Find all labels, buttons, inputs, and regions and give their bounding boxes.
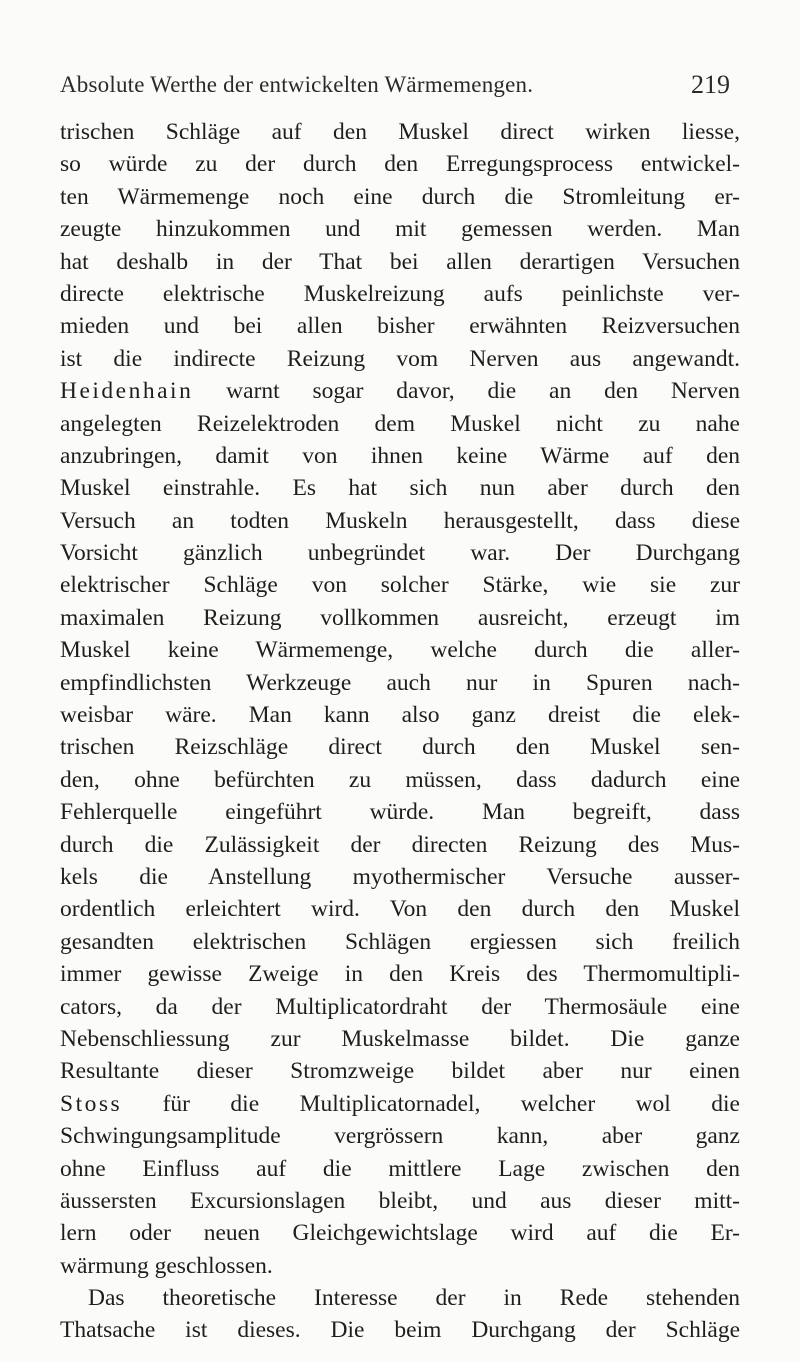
text-line: ten Wärmemenge noch eine durch die Stromleitung er-: [60, 183, 740, 210]
text-line: kels die Anstellung myothermischer Versuche ausser-: [60, 863, 740, 890]
author-name: Heidenhain: [60, 378, 194, 405]
text-line: cators, da der Multiplicatordraht der Thermosäule eine: [60, 993, 740, 1020]
text-line: zeugte hinzukommen und mit gemessen werden. Man: [60, 216, 740, 243]
text-line: ohne Einfluss auf die mittlere Lage zwischen den: [60, 1155, 740, 1182]
running-head: Absolute Werthe der entwickelten Wärmemengen.: [60, 72, 534, 97]
text-line: Fehlerquelle eingeführt würde. Man begreift, dass: [60, 799, 740, 826]
text-line: hat deshalb in der That bei allen derartigen Versuchen: [60, 248, 740, 275]
page-number: 219: [691, 70, 730, 99]
text-line: Schwingungsamplitude vergrössern kann, aber ganz: [60, 1123, 740, 1150]
text-line: elektrischer Schläge von solcher Stärke, wie sie zur: [60, 572, 740, 599]
text-line: den, ohne befürchten zu müssen, dass dadurch eine: [60, 766, 740, 793]
text-line: mieden und bei allen bisher erwähnten Reizversuchen: [60, 313, 740, 340]
text-line: Stoss für die Multiplicatornadel, welcher wol die: [60, 1090, 740, 1117]
text-line: gesandten elektrischen Schlägen ergiessen sich freilich: [60, 928, 740, 955]
text-line: Muskel keine Wärmemenge, welche durch die aller-: [60, 637, 740, 664]
text-line: äussersten Excursionslagen bleibt, und aus dieser mitt-: [60, 1187, 740, 1214]
text-line: directe elektrische Muskelreizung aufs peinlichste ver-: [60, 280, 740, 307]
emphasized-word: Stoss: [60, 1090, 123, 1117]
text-line: weisbar wäre. Man kann also ganz dreist die elek-: [60, 702, 740, 729]
text-line: maximalen Reizung vollkommen ausreicht, erzeugt im: [60, 604, 740, 631]
text-line: trischen Schläge auf den Muskel direct wirken liesse,: [60, 119, 740, 145]
text-line: empfindlichsten Werkzeuge auch nur in Spuren nach-: [60, 669, 740, 696]
text-line: Thatsache ist dieses. Die beim Durchgang der Schläge: [60, 1317, 740, 1344]
text-line: anzubringen, damit von ihnen keine Wärme auf den: [60, 442, 740, 469]
text-line: Resultante dieser Stromzweige bildet aber nur einen: [60, 1058, 740, 1085]
text-line: Vorsicht gänzlich unbegründet war. Der Durchgang: [60, 540, 740, 567]
text-line: ordentlich erleichtert wird. Von den durch den Muskel: [60, 896, 740, 923]
text-line: wärmung geschlossen.: [60, 1252, 273, 1279]
text-line: Muskel einstrahle. Es hat sich nun aber durch den: [60, 475, 740, 502]
text-line: Das theoretische Interesse der in Rede stehenden: [88, 1285, 740, 1312]
text-line: Nebenschliessung zur Muskelmasse bildet. Die ganze: [60, 1025, 740, 1052]
body-text: [60, 116, 740, 1347]
text-line: so würde zu der durch den Erregungsprocess entwickel-: [60, 151, 740, 178]
text-line: angelegten Reizelektroden dem Muskel nicht zu nahe: [60, 410, 740, 437]
text-line: ist die indirecte Reizung vom Nerven aus angewandt.: [60, 345, 740, 372]
text-line: immer gewisse Zweige in den Kreis des Thermomultipli-: [60, 961, 740, 988]
text-line: lern oder neuen Gleichgewichtslage wird auf die Er-: [60, 1220, 740, 1247]
text-line: Heidenhain warnt sogar davor, die an den Nerven: [60, 378, 740, 405]
page-header: [60, 72, 730, 108]
text-line: Versuch an todten Muskeln herausgestellt, dass diese: [60, 507, 740, 534]
text-line: durch die Zulässigkeit der directen Reizung des Mus-: [60, 831, 740, 858]
text-line: trischen Reizschläge direct durch den Muskel sen-: [60, 734, 740, 761]
